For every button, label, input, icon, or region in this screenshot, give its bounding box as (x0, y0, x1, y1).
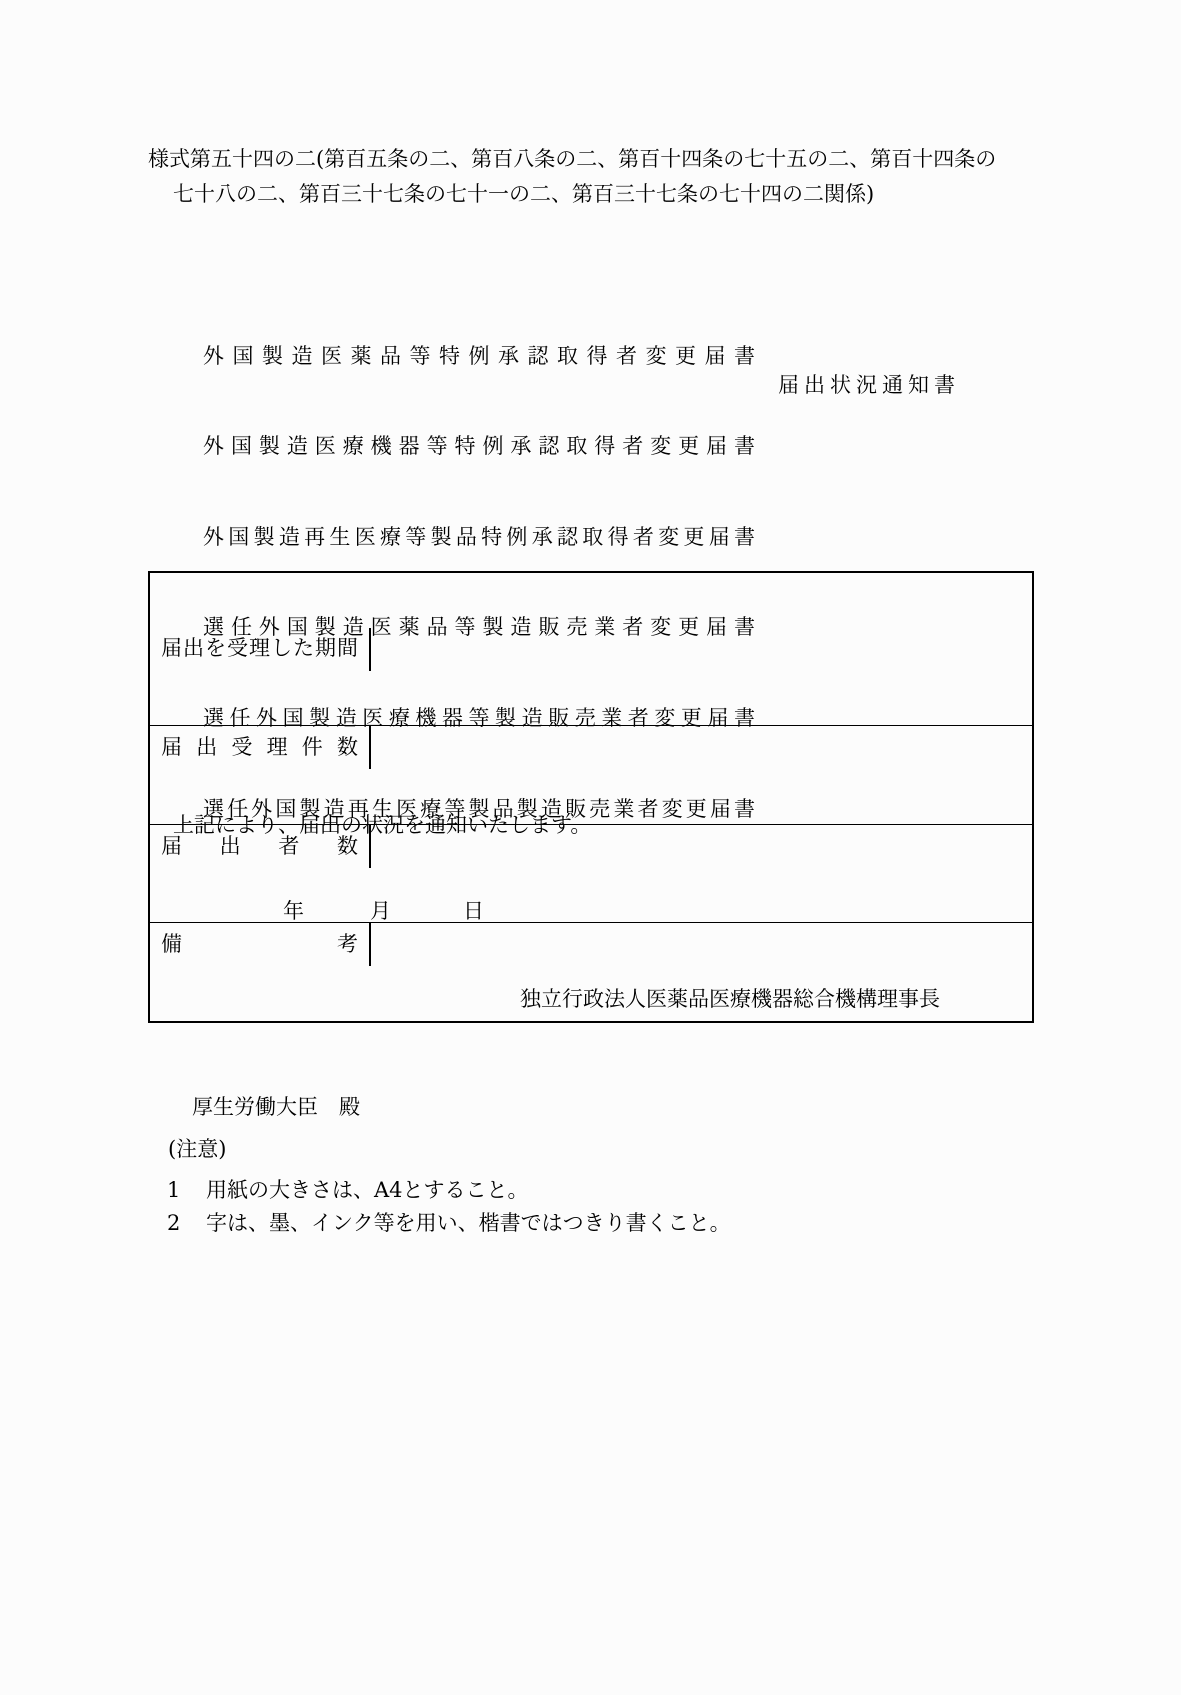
notification-status-title: 届出状況通知書 (778, 373, 960, 397)
form-title-line: 選任外国製造再生医療等製品製造販売業者変更届書 (203, 796, 755, 821)
note-number: 1 (167, 1178, 181, 1202)
form-title-line: 選任外国製造医療機器等製造販売業者変更届書 (203, 705, 755, 730)
date-month-label: 月 (370, 899, 391, 923)
table-row-label: 届出者数 (161, 833, 358, 858)
date-day-label: 日 (463, 899, 484, 923)
table-row-value-cell (371, 726, 1032, 769)
table-row-label: 届出を受理した期間 (161, 636, 358, 661)
note-text: 用紙の大きさは、A4とすること。 (206, 1178, 529, 1202)
addressee-name: 厚生労働大臣 殿 (192, 1095, 360, 1119)
table-row (150, 922, 1032, 966)
table-row-label-cell (150, 628, 371, 671)
issuer-name: 独立行政法人医薬品医療機器総合機構理事長 (520, 987, 940, 1011)
note-item-2 (167, 1210, 731, 1237)
note-number: 2 (167, 1211, 181, 1235)
form-number-line1: 様式第五十四の二(第百五条の二、第百八条の二、第百十四条の七十五の二、第百十四条の (148, 147, 997, 171)
notification-status-table (148, 571, 1034, 1023)
table-row-value-cell (371, 628, 1032, 671)
form-title-line: 選任外国製造医薬品等製造販売業者変更届書 (203, 615, 755, 640)
table-row (150, 725, 1032, 769)
notes-header: (注意) (168, 1137, 227, 1161)
form-title-line: 外国製造再生医療等製品特例承認取得者変更届書 (203, 524, 755, 549)
table-row-value-cell (371, 923, 1032, 966)
table-row-label-cell (150, 726, 371, 769)
note-text: 字は、墨、インク等を用い、楷書ではつきり書くこと。 (206, 1211, 731, 1235)
note-item-1 (167, 1177, 529, 1204)
notification-body-sentence: 上記により、届出の状況を通知いたします。 (173, 813, 592, 837)
table-row (150, 628, 1032, 671)
form-title-line: 外国製造医療機器等特例承認取得者変更届書 (203, 434, 755, 459)
table-row-label-cell (150, 923, 371, 966)
table-row-label: 備考 (161, 932, 358, 957)
form-number-line2: 七十八の二、第百三十七条の七十一の二、第百三十七条の七十四の二関係) (173, 182, 875, 206)
date-year-label: 年 (283, 899, 304, 923)
form-title-line: 外国製造医薬品等特例承認取得者変更届書 (203, 343, 755, 368)
table-row-label: 届出受理件数 (161, 735, 358, 760)
